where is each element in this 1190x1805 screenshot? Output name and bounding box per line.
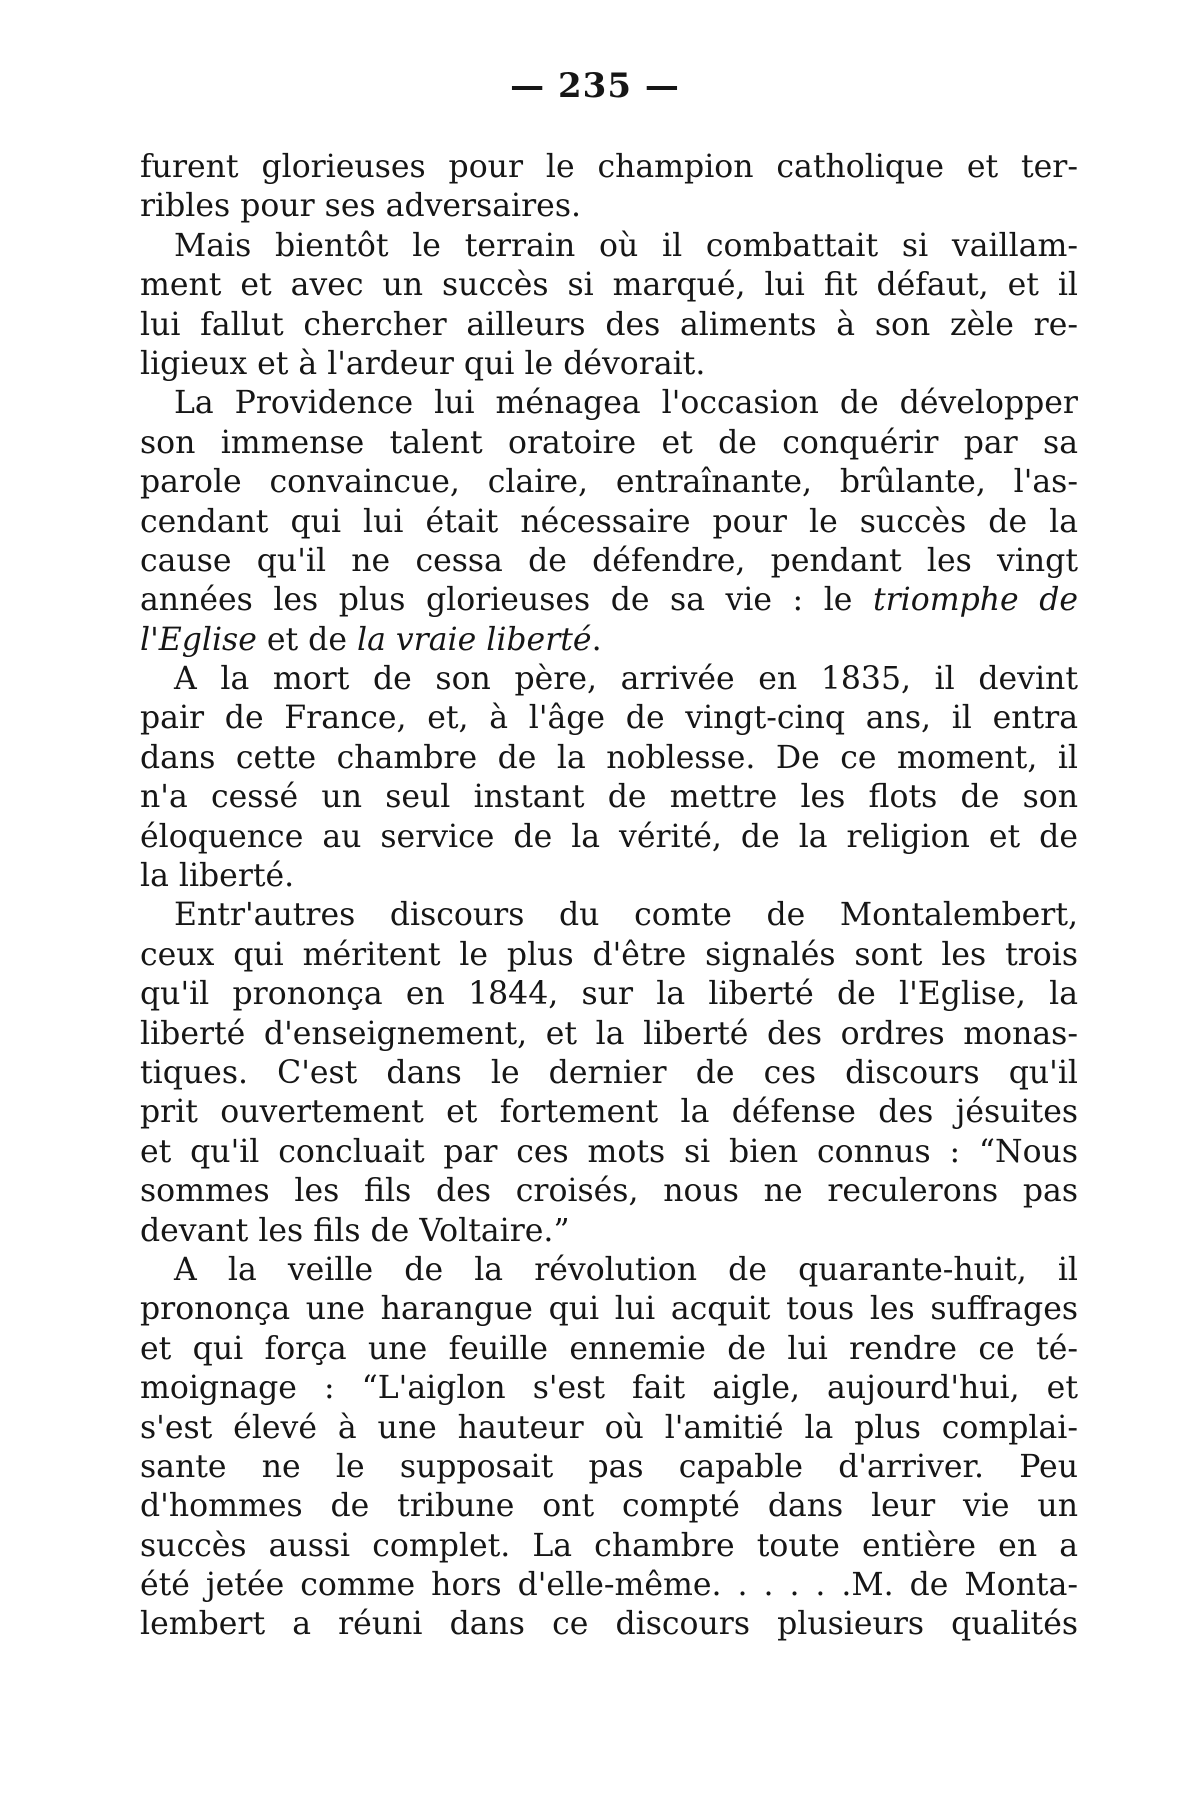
text-line: sommes les fils des croisés, nous ne reculerons pas [140,1173,1078,1210]
text-line: liberté d'enseignement, et la liberté des ordres monas- [140,1015,1078,1052]
text-line: prit ouvertement et fortement la défense des jésuites [140,1094,1078,1131]
text-line: dans cette chambre de la noblesse. De ce moment, il [140,739,1078,776]
text-line: A la mort de son père, arrivée en 1835, il devint [174,661,1078,698]
text-line: lui fallut chercher ailleurs des aliments à son zèle re- [140,306,1078,343]
text-line: qu'il prononça en 1844, sur la liberté de l'Eglise, la [140,976,1078,1013]
text-line: tiques. C'est dans le dernier de ces discours qu'il [140,1054,1078,1091]
text-line: sante ne le supposait pas capable d'arriver. Peu [140,1448,1078,1485]
text-line: éloquence au service de la vérité, de la religion et de [140,818,1078,855]
text-line: devant les fils de Voltaire.” [140,1212,570,1249]
text-line: années les plus glorieuses de sa vie : le triomphe de [140,582,1078,619]
text-line: moignage : “L'aiglon s'est fait aigle, aujourd'hui, et [140,1370,1078,1407]
text-line: la liberté. [140,858,295,895]
text-line: d'hommes de tribune ont compté dans leur vie un [140,1488,1078,1525]
text-line: pair de France, et, à l'âge de vingt-cinq ans, il entra [140,700,1078,737]
text-line: son immense talent oratoire et de conquérir par sa [140,424,1078,461]
text-line: ceux qui méritent le plus d'être signalés sont les trois [140,936,1078,973]
text-line: et qu'il concluait par ces mots si bien connus : “Nous [140,1133,1078,1170]
body-text [140,148,1078,1645]
text-line: lembert a réuni dans ce discours plusieurs qualités [140,1606,1078,1643]
text-line: ment et avec un succès si marqué, lui fit défaut, et il [140,267,1078,304]
text-line: l'Eglise et de la vraie liberté. [140,621,602,658]
text-line: ribles pour ses adversaires. [140,188,581,225]
page-number: — 235 — [510,66,680,106]
text-line: furent glorieuses pour le champion catholique et ter- [140,149,1078,185]
text-line: Mais bientôt le terrain où il combattait si vaillam- [174,227,1078,264]
text-line: n'a cessé un seul instant de mettre les flots de son [140,779,1078,816]
text-line: cause qu'il ne cessa de défendre, pendant les vingt [140,542,1078,579]
text-line: succès aussi complet. La chambre toute entière en a [140,1527,1078,1564]
text-line: ligieux et à l'ardeur qui le dévorait. [140,345,706,382]
text-line: cendant qui lui était nécessaire pour le succès de la [140,503,1078,540]
text-line: parole convaincue, claire, entraînante, brûlante, l'as- [140,464,1078,501]
text-line: La Providence lui ménagea l'occasion de développer [174,385,1078,422]
text-line: A la veille de la révolution de quarante-huit, il [174,1251,1078,1288]
text-line: Entr'autres discours du comte de Montalembert, [174,897,1078,934]
text-line: s'est élevé à une hauteur où l'amitié la plus complai- [140,1409,1078,1446]
text-line: et qui força une feuille ennemie de lui rendre ce té- [140,1330,1078,1367]
text-line: prononça une harangue qui lui acquit tous les suffrages [140,1291,1078,1328]
text-line: été jetée comme hors d'elle-même. . . . . .M. de Monta- [140,1567,1078,1604]
